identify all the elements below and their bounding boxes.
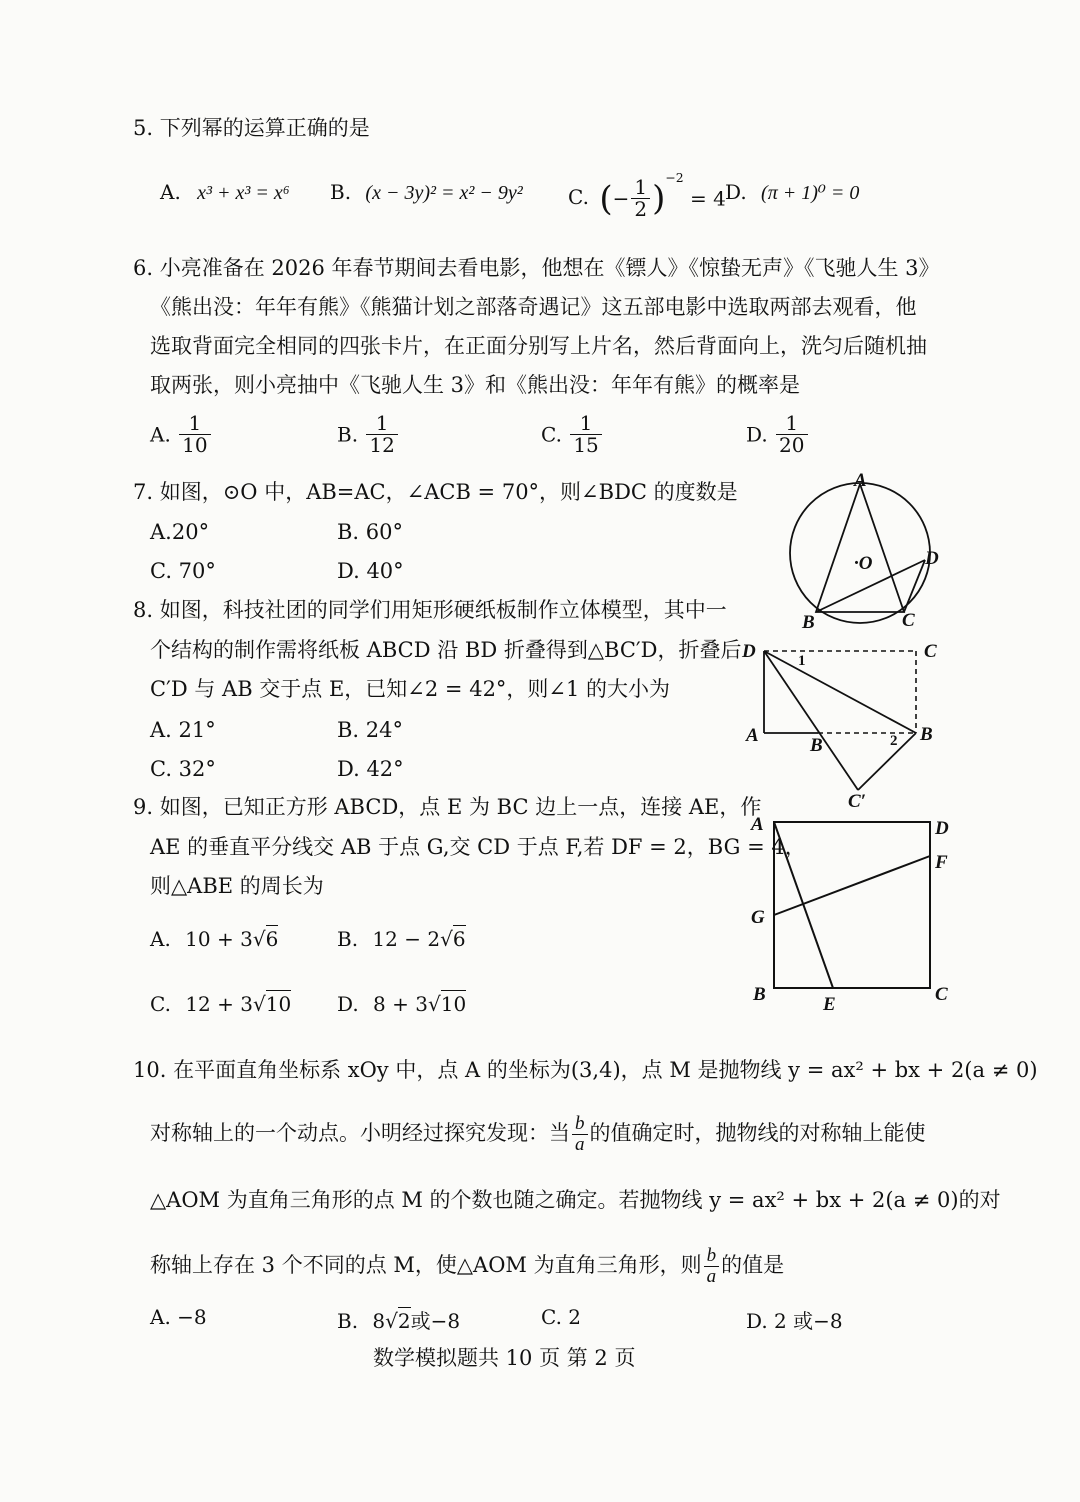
radicand: 6: [452, 927, 466, 951]
q9-stem-line3: 则△ABE 的周长为: [150, 874, 324, 898]
q7-circle-figure: [770, 470, 950, 640]
q10-option-d: D. 2 或−8: [746, 1309, 843, 1333]
option-label: D.: [725, 180, 747, 204]
radicand: 10: [440, 992, 467, 1016]
q7-option-b: B. 60°: [337, 520, 404, 544]
point-label-a: A: [751, 814, 764, 835]
option-expression: (π + 1)⁰ = 0: [761, 182, 860, 204]
q10-option-b: B. 8√2或−8: [337, 1309, 461, 1333]
angle-label-1: 1: [798, 653, 806, 669]
exponent: −2: [665, 170, 684, 185]
option-label: C.: [568, 185, 589, 209]
fraction-numerator: b: [704, 1246, 720, 1267]
segment-ae: [774, 822, 833, 988]
q5-option-d: [725, 180, 859, 205]
q7-option-c: C. 70°: [150, 559, 216, 583]
fraction-denominator: a: [575, 1134, 585, 1155]
q10-stem-line4: [150, 1245, 784, 1287]
point-label-c: C: [902, 610, 915, 631]
q6-stem-line1: 6. 小亮准备在 2026 年春节期间去看电影，他想在《镖人》《惊蛰无声》《飞驰人生 3》: [133, 256, 940, 280]
q10-option-c: C. 2: [541, 1305, 582, 1329]
q10-stem-line3: △AOM 为直角三角形的点 M 的个数也随之确定。若抛物线 y = ax² + bx + 2(a ≠ 0)的对: [150, 1188, 1001, 1212]
option-expression: 8: [372, 1309, 386, 1333]
q6-stem-line4: 取两张，则小亮抽中《飞驰人生 3》和《熊出没：年年有熊》的概率是: [150, 373, 801, 397]
point-label-c-prime: C′: [848, 791, 867, 810]
q8-stem-line1: 8. 如图，科技社团的同学们用矩形硬纸板制作立体模型，其中一: [133, 598, 727, 622]
point-label-f: F: [935, 852, 948, 873]
option-expression: 12 − 2: [372, 927, 441, 951]
q8-option-c: C. 32°: [150, 757, 216, 781]
point-label-e: B: [810, 735, 823, 756]
option-expression: (x − 3y)² = x² − 9y²: [365, 182, 523, 204]
point-label-b: B: [920, 724, 933, 745]
q6-option-c: [541, 413, 604, 456]
point-label-a: A: [854, 470, 867, 491]
option-label: B.: [330, 180, 352, 204]
option-expression: 10 + 3: [185, 927, 253, 951]
square-abcd: [774, 822, 930, 988]
point-label-b: B: [802, 612, 815, 633]
point-label-o: ·O: [854, 553, 873, 574]
q7-option-a: A.20°: [150, 520, 210, 544]
point-label-b: B: [753, 984, 766, 1005]
point-label-e: E: [823, 994, 836, 1015]
option-label: A.: [150, 422, 171, 447]
point-label-a: A: [746, 725, 759, 746]
option-rhs: = 4: [689, 186, 726, 211]
option-label: D.: [337, 992, 359, 1016]
angle-label-2: 2: [890, 733, 898, 749]
fraction-denominator: a: [706, 1266, 717, 1287]
point-label-d: D: [925, 548, 939, 569]
page-footer: 数学模拟题共 10 页 第 2 页: [373, 1346, 636, 1370]
q8-option-d: D. 42°: [337, 757, 404, 781]
triangle-abc: [816, 484, 904, 612]
fraction-numerator: 1: [570, 413, 601, 435]
q9-square-figure: [745, 810, 960, 1020]
fraction-numerator: 1: [631, 177, 650, 199]
q9-stem-line1: 9. 如图，已知正方形 ABCD，点 E 为 BC 边上一点，连接 AE，作: [133, 795, 762, 819]
text-run: 的值确定时，抛物线的对称轴上能使: [589, 1121, 926, 1145]
q10-stem-line2: [150, 1113, 926, 1155]
fraction-numerator: 1: [366, 413, 397, 435]
point-label-d: D: [935, 818, 949, 839]
q7-option-d: D. 40°: [337, 559, 404, 583]
option-expression-tail: 或−8: [410, 1309, 461, 1333]
fraction-denominator: 10: [182, 433, 208, 457]
q5-option-a: [160, 180, 290, 205]
option-label: B.: [337, 927, 359, 951]
q8-stem-line2: 个结构的制作需将纸板 ABCD 沿 BD 折叠得到△BC′D，折叠后: [150, 638, 742, 662]
q9-option-c: C. 12 + 3√10: [150, 992, 292, 1016]
option-label: B.: [337, 422, 359, 447]
option-label: C.: [150, 992, 171, 1016]
q9-option-d: D. 8 + 3√10: [337, 992, 467, 1016]
option-label: C.: [541, 422, 562, 447]
q8-fold-figure: [740, 635, 950, 810]
segment-c-prime-b: [858, 733, 916, 790]
segment-dc-prime: [764, 651, 858, 790]
fraction-numerator: 1: [179, 413, 210, 435]
fraction-numerator: 1: [776, 413, 807, 435]
q5-option-c: C. (− $\frac{1}{2}$ )$^{-2}$ = 4: [568, 170, 726, 221]
text-run: 的值是: [721, 1253, 785, 1277]
fraction-denominator: 2: [634, 197, 648, 221]
option-expression: 8 + 3: [373, 992, 428, 1016]
q6-stem-line2: 《熊出没：年年有熊》《熊猫计划之部落奇遇记》这五部电影中选取两部去观看，他: [150, 295, 917, 319]
option-expression: x³ + x³ = x⁶: [197, 182, 290, 204]
fraction-denominator: 15: [573, 433, 599, 457]
q6-option-b: [337, 413, 400, 456]
q5-option-b: [330, 180, 523, 205]
fraction-numerator: b: [572, 1114, 588, 1135]
q6-option-a: [150, 413, 213, 456]
q7-stem: 7. 如图，⊙O 中，AB=AC，∠ACB = 70°，则∠BDC 的度数是: [133, 480, 738, 504]
q8-option-b: B. 24°: [337, 718, 404, 742]
fraction-denominator: 20: [779, 433, 805, 457]
option-label: A.: [160, 180, 181, 204]
q8-option-a: A. 21°: [150, 718, 216, 742]
point-label-g: G: [751, 907, 765, 928]
point-label-c: C: [935, 984, 948, 1005]
q9-option-b: B. 12 − 2√6: [337, 927, 466, 951]
option-label: D.: [746, 422, 768, 447]
radicand: 6: [265, 927, 279, 951]
q9-stem-line2: AE 的垂直平分线交 AB 于点 G,交 CD 于点 F,若 DF = 2，BG = 4，: [150, 835, 806, 859]
option-label: B.: [337, 1309, 359, 1333]
q10-stem-line1: 10. 在平面直角坐标系 xOy 中，点 A 的坐标为(3,4)，点 M 是抛物线 y = ax² + bx + 2(a ≠ 0): [133, 1058, 1038, 1082]
q10-option-a: A. −8: [150, 1305, 207, 1329]
option-expression: 12 + 3: [185, 992, 253, 1016]
q9-option-a: A. 10 + 3√6: [150, 927, 279, 951]
point-label-d: D: [742, 641, 756, 662]
point-label-c: C: [924, 641, 937, 662]
q6-option-d: [746, 413, 810, 456]
text-run: 对称轴上的一个动点。小明经过探究发现：当: [150, 1121, 570, 1145]
option-label: A.: [150, 927, 171, 951]
q5-stem: 5. 下列幂的运算正确的是: [133, 116, 370, 140]
radicand: 2: [397, 1309, 411, 1333]
radicand: 10: [265, 992, 292, 1016]
q6-stem-line3: 选取背面完全相同的四张卡片，在正面分别写上片名，然后背面向上，洗匀后随机抽: [150, 334, 927, 358]
text-run: 称轴上存在 3 个不同的点 M，使△AOM 为直角三角形，则: [150, 1253, 702, 1277]
q8-stem-line3: C′D 与 AB 交于点 E，已知∠2 = 42°，则∠1 的大小为: [150, 677, 671, 701]
segment-db: [764, 651, 916, 733]
fraction-denominator: 12: [369, 433, 395, 457]
